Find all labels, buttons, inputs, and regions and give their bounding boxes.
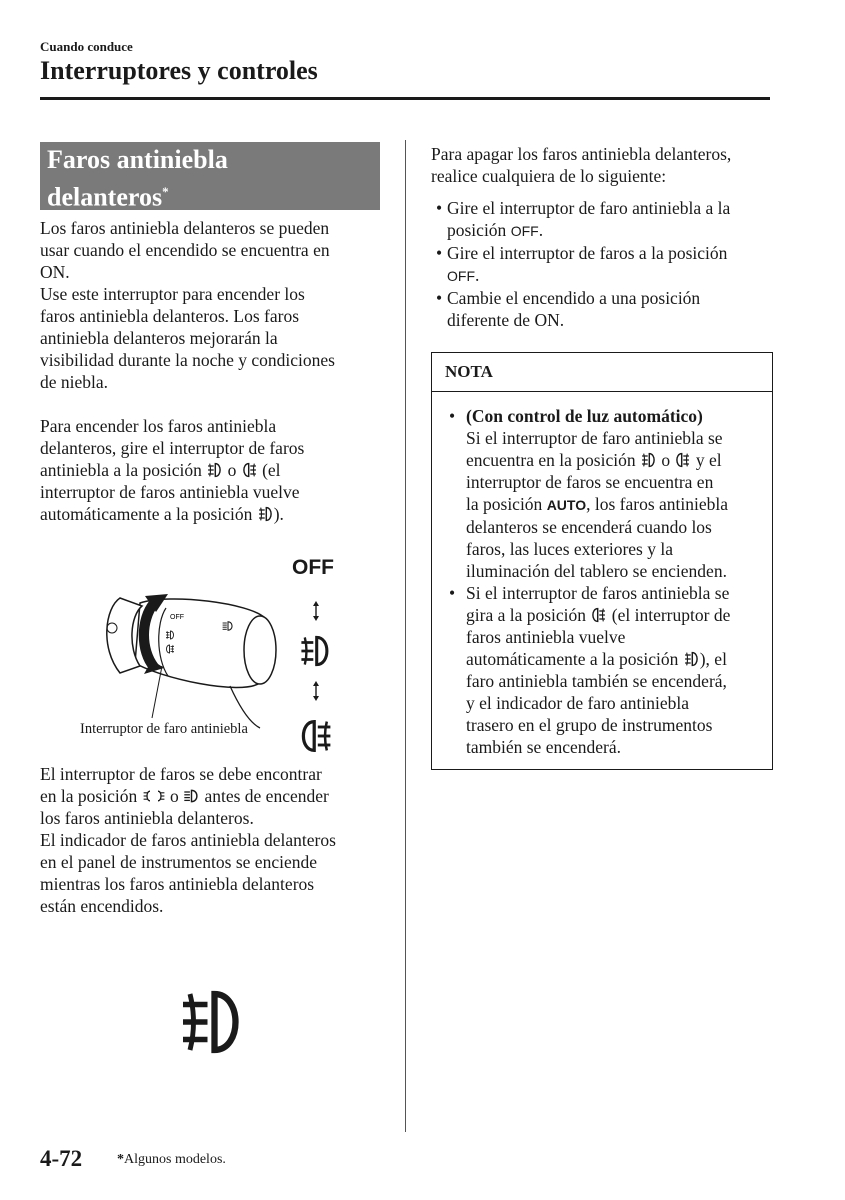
text-line bbox=[447, 219, 781, 242]
turn-on-paragraph bbox=[40, 415, 390, 525]
text-span: (el interruptor de bbox=[611, 605, 731, 625]
text-span: . bbox=[538, 220, 544, 240]
note-item bbox=[432, 582, 772, 758]
note-item bbox=[432, 405, 772, 582]
footnote-text: Algunos modelos. bbox=[124, 1152, 226, 1167]
text-line: usar cuando el encendido se encuentra en bbox=[40, 240, 330, 260]
text-line: interruptor de faros se encuentra en bbox=[466, 472, 714, 492]
text-line bbox=[40, 785, 390, 807]
bullet: • bbox=[436, 198, 443, 218]
fog-switch-figure bbox=[80, 548, 360, 768]
figure-caption: Interruptor de faro antiniebla bbox=[80, 721, 248, 737]
text-span: , los faros antiniebla bbox=[586, 494, 729, 514]
turn-off-intro bbox=[431, 143, 781, 187]
text-span: . bbox=[475, 265, 480, 285]
section-heading-box bbox=[40, 142, 380, 210]
text-line: mientras los faros antiniebla delanteros bbox=[40, 874, 315, 894]
column-divider bbox=[405, 140, 406, 1132]
text-span: y el bbox=[695, 450, 722, 470]
off-label: OFF bbox=[447, 268, 475, 284]
page-title: Interruptores y controles bbox=[40, 56, 318, 85]
text-line bbox=[40, 459, 390, 481]
text-span: o bbox=[227, 460, 237, 480]
note-title: NOTA bbox=[445, 362, 493, 381]
front-fog-icon bbox=[683, 651, 700, 667]
text-span: antes de encender bbox=[204, 786, 329, 806]
text-line: Gire el interruptor de faro antiniebla a la bbox=[447, 198, 731, 218]
turn-off-list bbox=[431, 197, 781, 331]
off-label: OFF bbox=[292, 556, 334, 579]
text-line: Cambie el encendido a una posición bbox=[447, 288, 701, 308]
text-line: iluminación del tablero se encienden. bbox=[466, 561, 727, 581]
text-line: diferente de ON. bbox=[447, 310, 565, 330]
bullet: • bbox=[436, 243, 443, 263]
text-line bbox=[40, 503, 390, 525]
text-line: también se encenderá. bbox=[466, 737, 621, 757]
text-line: faros, las luces exteriores y la bbox=[466, 539, 674, 559]
text-line: El interruptor de faros se debe encontrar bbox=[40, 764, 322, 784]
auto-label: AUTO bbox=[546, 497, 587, 513]
list-item bbox=[431, 197, 781, 242]
rear-fog-icon bbox=[674, 452, 691, 468]
parking-lamp-icon bbox=[142, 788, 166, 804]
note-box bbox=[431, 352, 773, 770]
text-line: de niebla. bbox=[40, 372, 109, 392]
bullet: • bbox=[436, 288, 443, 308]
text-line: en el panel de instrumentos se enciende bbox=[40, 852, 317, 872]
front-fog-icon bbox=[257, 506, 274, 522]
text-line: faros antiniebla vuelve bbox=[466, 627, 626, 647]
text-span: o bbox=[169, 786, 179, 806]
text-span: encuentra en la posición bbox=[466, 450, 636, 470]
off-label: OFF bbox=[510, 223, 539, 239]
text-span: automáticamente a la posición bbox=[466, 649, 679, 669]
text-span: ). bbox=[273, 504, 284, 524]
section-heading-line2 bbox=[47, 176, 169, 214]
text-line: ON. bbox=[40, 262, 70, 282]
list-item bbox=[431, 287, 781, 331]
page-number: 4-72 bbox=[40, 1146, 83, 1171]
text-line: los faros antiniebla delanteros. bbox=[40, 808, 254, 828]
bullet: • bbox=[449, 406, 456, 426]
text-line: faros antiniebla delanteros. Los faros bbox=[40, 306, 300, 326]
text-span: antiniebla a la posición bbox=[40, 460, 202, 480]
rear-fog-icon bbox=[241, 462, 258, 478]
note-item-heading: (Con control de luz automático) bbox=[466, 406, 703, 426]
text-line bbox=[466, 648, 772, 670]
text-span: ), el bbox=[699, 649, 727, 669]
text-line: antiniebla delanteros mejorarán la bbox=[40, 328, 278, 348]
stalk-off-label: OFF bbox=[170, 614, 184, 621]
section-heading-text: delanteros bbox=[47, 182, 163, 212]
text-span: o bbox=[661, 450, 671, 470]
text-line bbox=[447, 264, 781, 287]
text-line: Para apagar los faros antiniebla delanteros, bbox=[431, 144, 732, 164]
text-line bbox=[466, 493, 772, 516]
footnote-star: * bbox=[117, 1152, 124, 1167]
note-header bbox=[432, 353, 772, 392]
text-line: y el indicador de faro antiniebla bbox=[466, 693, 690, 713]
intro-paragraph bbox=[40, 217, 390, 393]
text-line: El indicador de faros antiniebla delanteros bbox=[40, 830, 336, 850]
rear-fog-icon bbox=[590, 607, 607, 623]
text-span: automáticamente a la posición bbox=[40, 504, 253, 524]
footnote bbox=[117, 1152, 226, 1168]
section-label: Cuando conduce bbox=[40, 39, 133, 54]
text-line bbox=[466, 449, 772, 471]
text-line: delanteros, gire el interruptor de faros bbox=[40, 438, 305, 458]
headlight-paragraph bbox=[40, 763, 390, 917]
text-line: Si el interruptor de faro antiniebla se bbox=[466, 428, 723, 448]
text-line: interruptor de faros antiniebla vuelve bbox=[40, 482, 300, 502]
text-line: faro antiniebla también se encenderá, bbox=[466, 671, 727, 691]
headlight-icon bbox=[183, 788, 200, 804]
text-span: gira a la posición bbox=[466, 605, 587, 625]
front-fog-icon bbox=[640, 452, 657, 468]
front-fog-icon bbox=[206, 462, 223, 478]
text-line: trasero en el grupo de instrumentos bbox=[466, 715, 713, 735]
text-line: Si el interruptor de faros antiniebla se bbox=[466, 583, 730, 603]
text-line: visibilidad durante la noche y condiciones bbox=[40, 350, 335, 370]
text-line bbox=[466, 604, 772, 626]
text-line: delanteros se encenderá cuando los bbox=[466, 517, 712, 537]
text-line: Los faros antiniebla delanteros se pueden bbox=[40, 218, 330, 238]
text-line: Gire el interruptor de faros a la posición bbox=[447, 243, 728, 263]
header-rule bbox=[40, 97, 770, 100]
text-line: realice cualquiera de lo siguiente: bbox=[431, 166, 667, 186]
text-line: Use este interruptor para encender los bbox=[40, 284, 305, 304]
asterisk-mark: * bbox=[162, 184, 169, 199]
list-item bbox=[431, 242, 781, 287]
text-line: Para encender los faros antiniebla bbox=[40, 416, 277, 436]
front-fog-indicator-icon bbox=[176, 985, 246, 1059]
section-heading-line1: Faros antiniebla bbox=[47, 145, 228, 174]
text-span: posición bbox=[447, 220, 507, 240]
text-span: en la posición bbox=[40, 786, 138, 806]
text-span: la posición bbox=[466, 494, 543, 514]
text-line: están encendidos. bbox=[40, 896, 164, 916]
text-span: (el bbox=[262, 460, 281, 480]
bullet: • bbox=[449, 583, 456, 603]
